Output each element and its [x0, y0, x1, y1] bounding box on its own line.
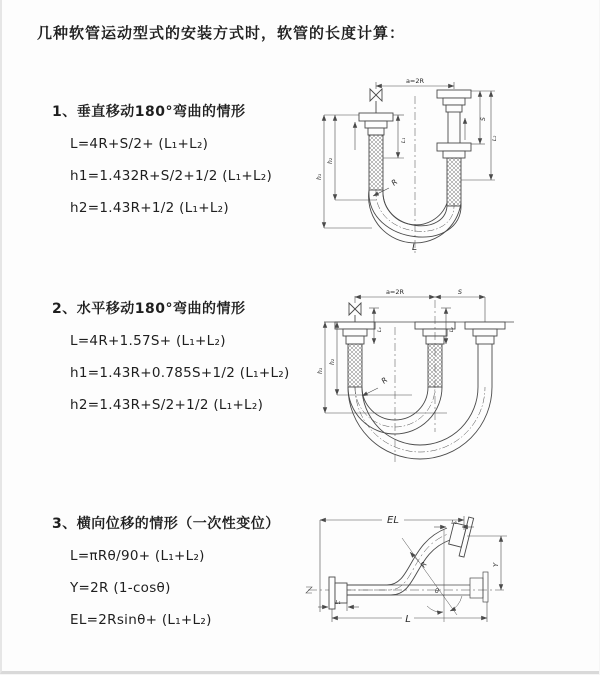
valve-icon — [370, 82, 382, 113]
formula-h1: h1=1.432R+S/2+1/2 (L₁+L₂) — [70, 168, 273, 184]
section-lateral-displacement — [52, 515, 322, 630]
dimension-lines — [324, 82, 495, 228]
hose-assembly — [324, 82, 495, 254]
dim-label-s: S — [480, 117, 487, 121]
diagram-1-drawing — [314, 68, 552, 260]
formula-y: Y=2R (1-cosθ) — [70, 580, 171, 596]
dim-label-y: Y — [492, 562, 500, 567]
diagram-labels — [316, 77, 498, 253]
formula-h2: h2=1.43R+1/2 (L₁+L₂) — [70, 200, 229, 216]
left-fitting — [359, 113, 393, 190]
section-heading: 1、垂直移动180°弯曲的情形 — [52, 104, 246, 120]
formula-length: L=4R+S/2+ (L₁+L₂) — [70, 136, 209, 152]
section-vertical-move — [52, 103, 322, 218]
right-fitting-moved — [465, 322, 505, 387]
formula-length: L=πRθ/90+ (L₁+L₂) — [70, 548, 205, 564]
diagram-3-drawing — [302, 500, 600, 660]
dim-label-l2: L₂ — [492, 135, 498, 141]
right-fitting — [437, 90, 471, 206]
formula-el: EL=2Rsinθ+ (L₁+L₂) — [70, 612, 212, 628]
diagram-2-drawing — [314, 282, 600, 470]
section-heading: 3、横向位移的情形（一次性变位） — [52, 516, 280, 532]
section-heading: 2、水平移动180°弯曲的情形 — [52, 301, 246, 317]
dim-label-l: L — [412, 243, 418, 253]
diagram-vertical-180-bend — [314, 68, 552, 260]
original-position-pipe — [347, 572, 488, 602]
dim-label-h2: h₂ — [327, 157, 334, 164]
page-title: 几种软管运动型式的安装方式时，软管的长度计算： — [37, 24, 406, 42]
left-fitting — [335, 322, 375, 387]
valve-icon — [349, 296, 361, 322]
dim-label-h1: h₁ — [317, 367, 324, 374]
dim-label-h2: h₂ — [329, 358, 336, 365]
dim-label-l1: L₁ — [401, 137, 407, 143]
dim-label-l: L — [405, 614, 411, 625]
dim-label-r: R — [389, 177, 400, 188]
dim-label-s: S — [457, 288, 463, 296]
diagram-lateral-displacement — [302, 500, 600, 660]
dim-label-l1: L₁ — [377, 327, 383, 332]
dim-label-span: a=2R — [405, 77, 425, 85]
dim-label-theta: θ — [435, 587, 439, 595]
section-horizontal-move — [52, 300, 322, 415]
formula-h2: h2=1.43R+S/2+1/2 (L₁+L₂) — [70, 397, 264, 413]
dim-label-r: R — [419, 560, 429, 570]
dim-label-l2: L₂ — [449, 327, 455, 332]
dim-label-r: R — [379, 375, 390, 386]
formula-h1: h1=1.43R+0.785S+1/2 (L₁+L₂) — [70, 365, 290, 381]
dim-label-h1: h₁ — [316, 173, 323, 180]
dim-label-l2: L₂ — [451, 520, 457, 526]
hose-assembly — [324, 296, 514, 462]
dimension-lines — [318, 516, 507, 622]
diagram-horizontal-180-bend — [314, 282, 600, 470]
dim-label-el: EL — [387, 515, 399, 526]
formula-length: L=4R+1.57S+ (L₁+L₂) — [70, 333, 226, 349]
hose-bends — [348, 387, 492, 459]
dim-label-l1: L₁ — [335, 600, 341, 606]
diagram-labels — [335, 515, 500, 625]
dim-label-span: a=2R — [385, 288, 405, 296]
